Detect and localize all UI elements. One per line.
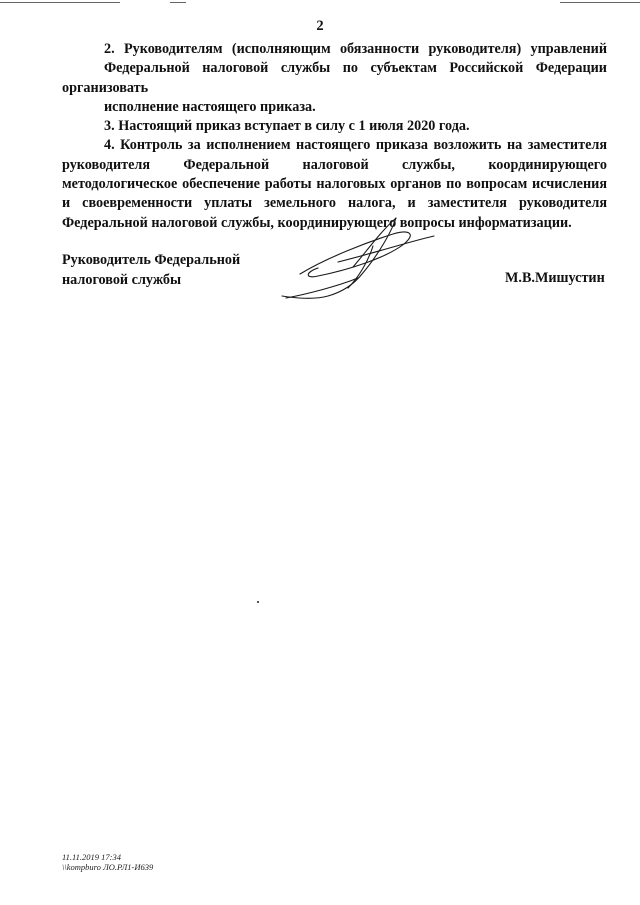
order-text xyxy=(62,40,607,233)
scan-artifact-dot xyxy=(257,601,259,603)
signatory-position-line: налоговой службы xyxy=(62,271,182,288)
text-line: руководителя Федеральной налоговой службы, координирующего xyxy=(62,156,607,173)
paragraph-2 xyxy=(62,40,607,117)
scan-edge-line xyxy=(170,2,186,3)
paragraph-3 xyxy=(62,117,607,136)
signatory-name: М.В.Мишустин xyxy=(505,270,605,286)
scan-edge-line xyxy=(0,2,120,3)
text-line: 3. Настоящий приказ вступает в силу с 1 июля 2020 года. xyxy=(104,118,470,135)
signatory-position xyxy=(62,251,240,290)
text-line: 4. Контроль за исполнением настоящего приказа возложить на заместителя xyxy=(104,137,607,154)
text-line: Федеральной налоговой службы по субъектам Российской Федерации организовать xyxy=(62,60,607,96)
scan-edge-line xyxy=(560,2,640,3)
footer-timestamp: 11.11.2019 17:34 xyxy=(62,852,121,862)
footer-file-ref: \\kompburo ЛО.РЛ1-И639 xyxy=(62,862,154,872)
signatory-position-line: Руководитель Федеральной xyxy=(62,252,241,268)
text-line: исполнение настоящего приказа. xyxy=(104,98,316,115)
text-line: и своевременности уплаты земельного налога, и заместителя руководителя xyxy=(62,195,607,212)
document-footer xyxy=(62,852,153,872)
handwritten-signature xyxy=(278,212,438,302)
page-number: 2 xyxy=(316,18,324,34)
text-line: 2. Руководителям (исполняющим обязанности руководителя) управлений xyxy=(104,41,607,57)
text-line: Федеральной налоговой службы, координирующего вопросы информатизации. xyxy=(62,214,572,231)
text-line: методологическое обеспечение работы налоговых органов по вопросам исчисления xyxy=(62,176,607,193)
